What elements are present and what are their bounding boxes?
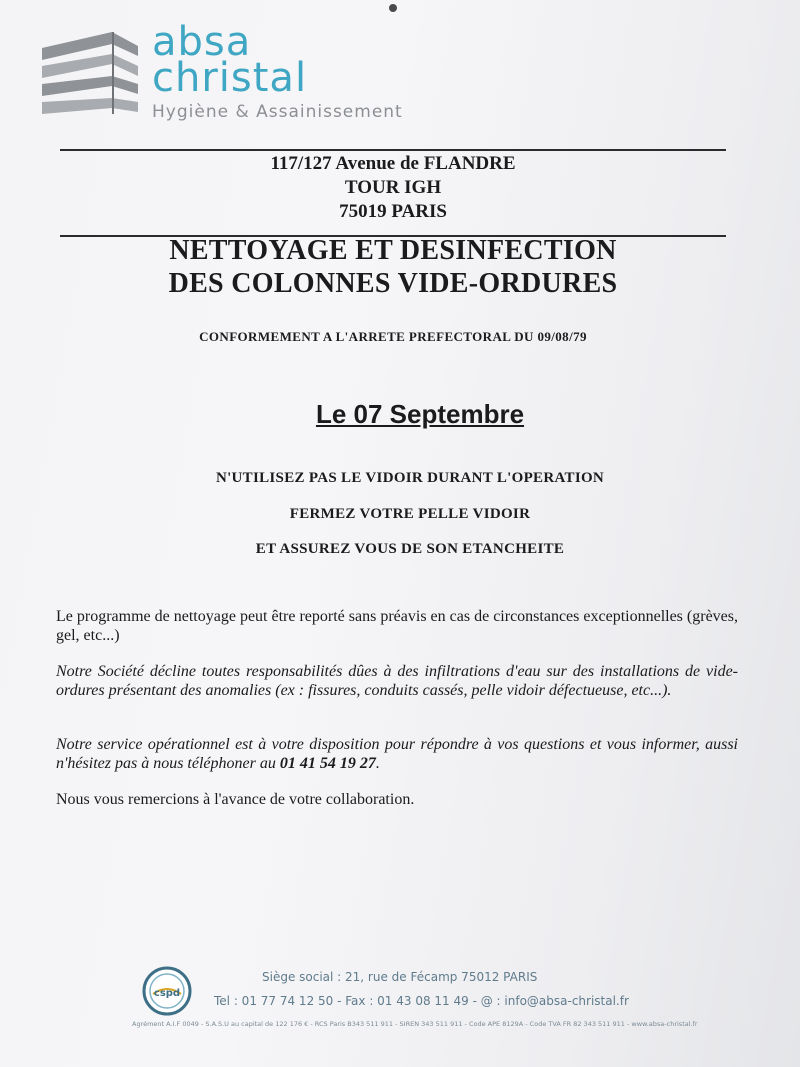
- paragraph-thanks: Nous vous remercions à l'avance de votre collaboration.: [56, 791, 415, 808]
- title-line: NETTOYAGE ET DESINFECTION: [169, 235, 617, 266]
- building-address: [60, 152, 726, 224]
- notice-title: [60, 234, 726, 300]
- paragraph-liability: Notre Société décline toutes responsabilités dûes à des infiltrations d'eau sur des installations de vide-ordures présentant des anomalies (ex : fissures, conduits cassés, pelle vidoir défectueuse, etc...).: [56, 663, 738, 699]
- company-logo: [152, 19, 403, 122]
- head-office: Siège social : 21, rue de Fécamp 75012 PARIS: [262, 970, 538, 984]
- pin-hole: [389, 4, 397, 12]
- seal-text: cspd: [153, 988, 181, 999]
- contact-end: .: [375, 755, 380, 772]
- address-line: 75019 PARIS: [339, 201, 447, 222]
- operation-date: Le 07 Septembre: [315, 399, 525, 429]
- title-line: DES COLONNES VIDE-ORDURES: [168, 268, 618, 299]
- paragraph-postponement: Le programme de nettoyage peut être reporté sans préavis en cas de circonstances exceptionnelles (grèves, gel, etc...): [56, 608, 738, 644]
- company-logo-icon: [42, 28, 142, 120]
- address-line: 117/127 Avenue de FLANDRE: [270, 153, 516, 174]
- paragraph-contact: [56, 735, 738, 773]
- legal-mentions: Agrément A.I.F 0049 - S.A.S.U au capital de 122 176 € - RCS Paris B343 511 911 - SIREN 343 511 911 - Code APE 8129A - Code TVA FR 82 343 511 911 - www.absa-christal.fr: [132, 1020, 698, 1028]
- certification-seal-icon: [142, 966, 192, 1016]
- top-divider: [60, 149, 726, 151]
- phone-number: 01 41 54 19 27: [279, 755, 376, 772]
- contact-text: Notre service opérationnel est à votre disposition pour répondre à vos questions et vous informer, aussi n'hésitez pas à nous téléphoner au: [56, 736, 738, 772]
- logo-name-line2: christal: [152, 55, 308, 101]
- instruction-line: N'UTILISEZ PAS LE VIDOIR DURANT L'OPERATION: [215, 470, 605, 486]
- prefectoral-reference: CONFORMEMENT A L'ARRETE PREFECTORAL DU 09/08/79: [199, 329, 587, 344]
- instruction-line: ET ASSUREZ VOUS DE SON ETANCHEITE: [255, 541, 565, 557]
- contact-details: Tel : 01 77 74 12 50 - Fax : 01 43 08 11 49 - @ : info@absa-christal.fr: [214, 994, 629, 1008]
- logo-tagline: Hygiène & Assainissement: [152, 102, 403, 122]
- instruction-line: FERMEZ VOTRE PELLE VIDOIR: [289, 506, 531, 522]
- address-line: TOUR IGH: [344, 177, 442, 198]
- logo-name-line1: absa: [152, 19, 252, 65]
